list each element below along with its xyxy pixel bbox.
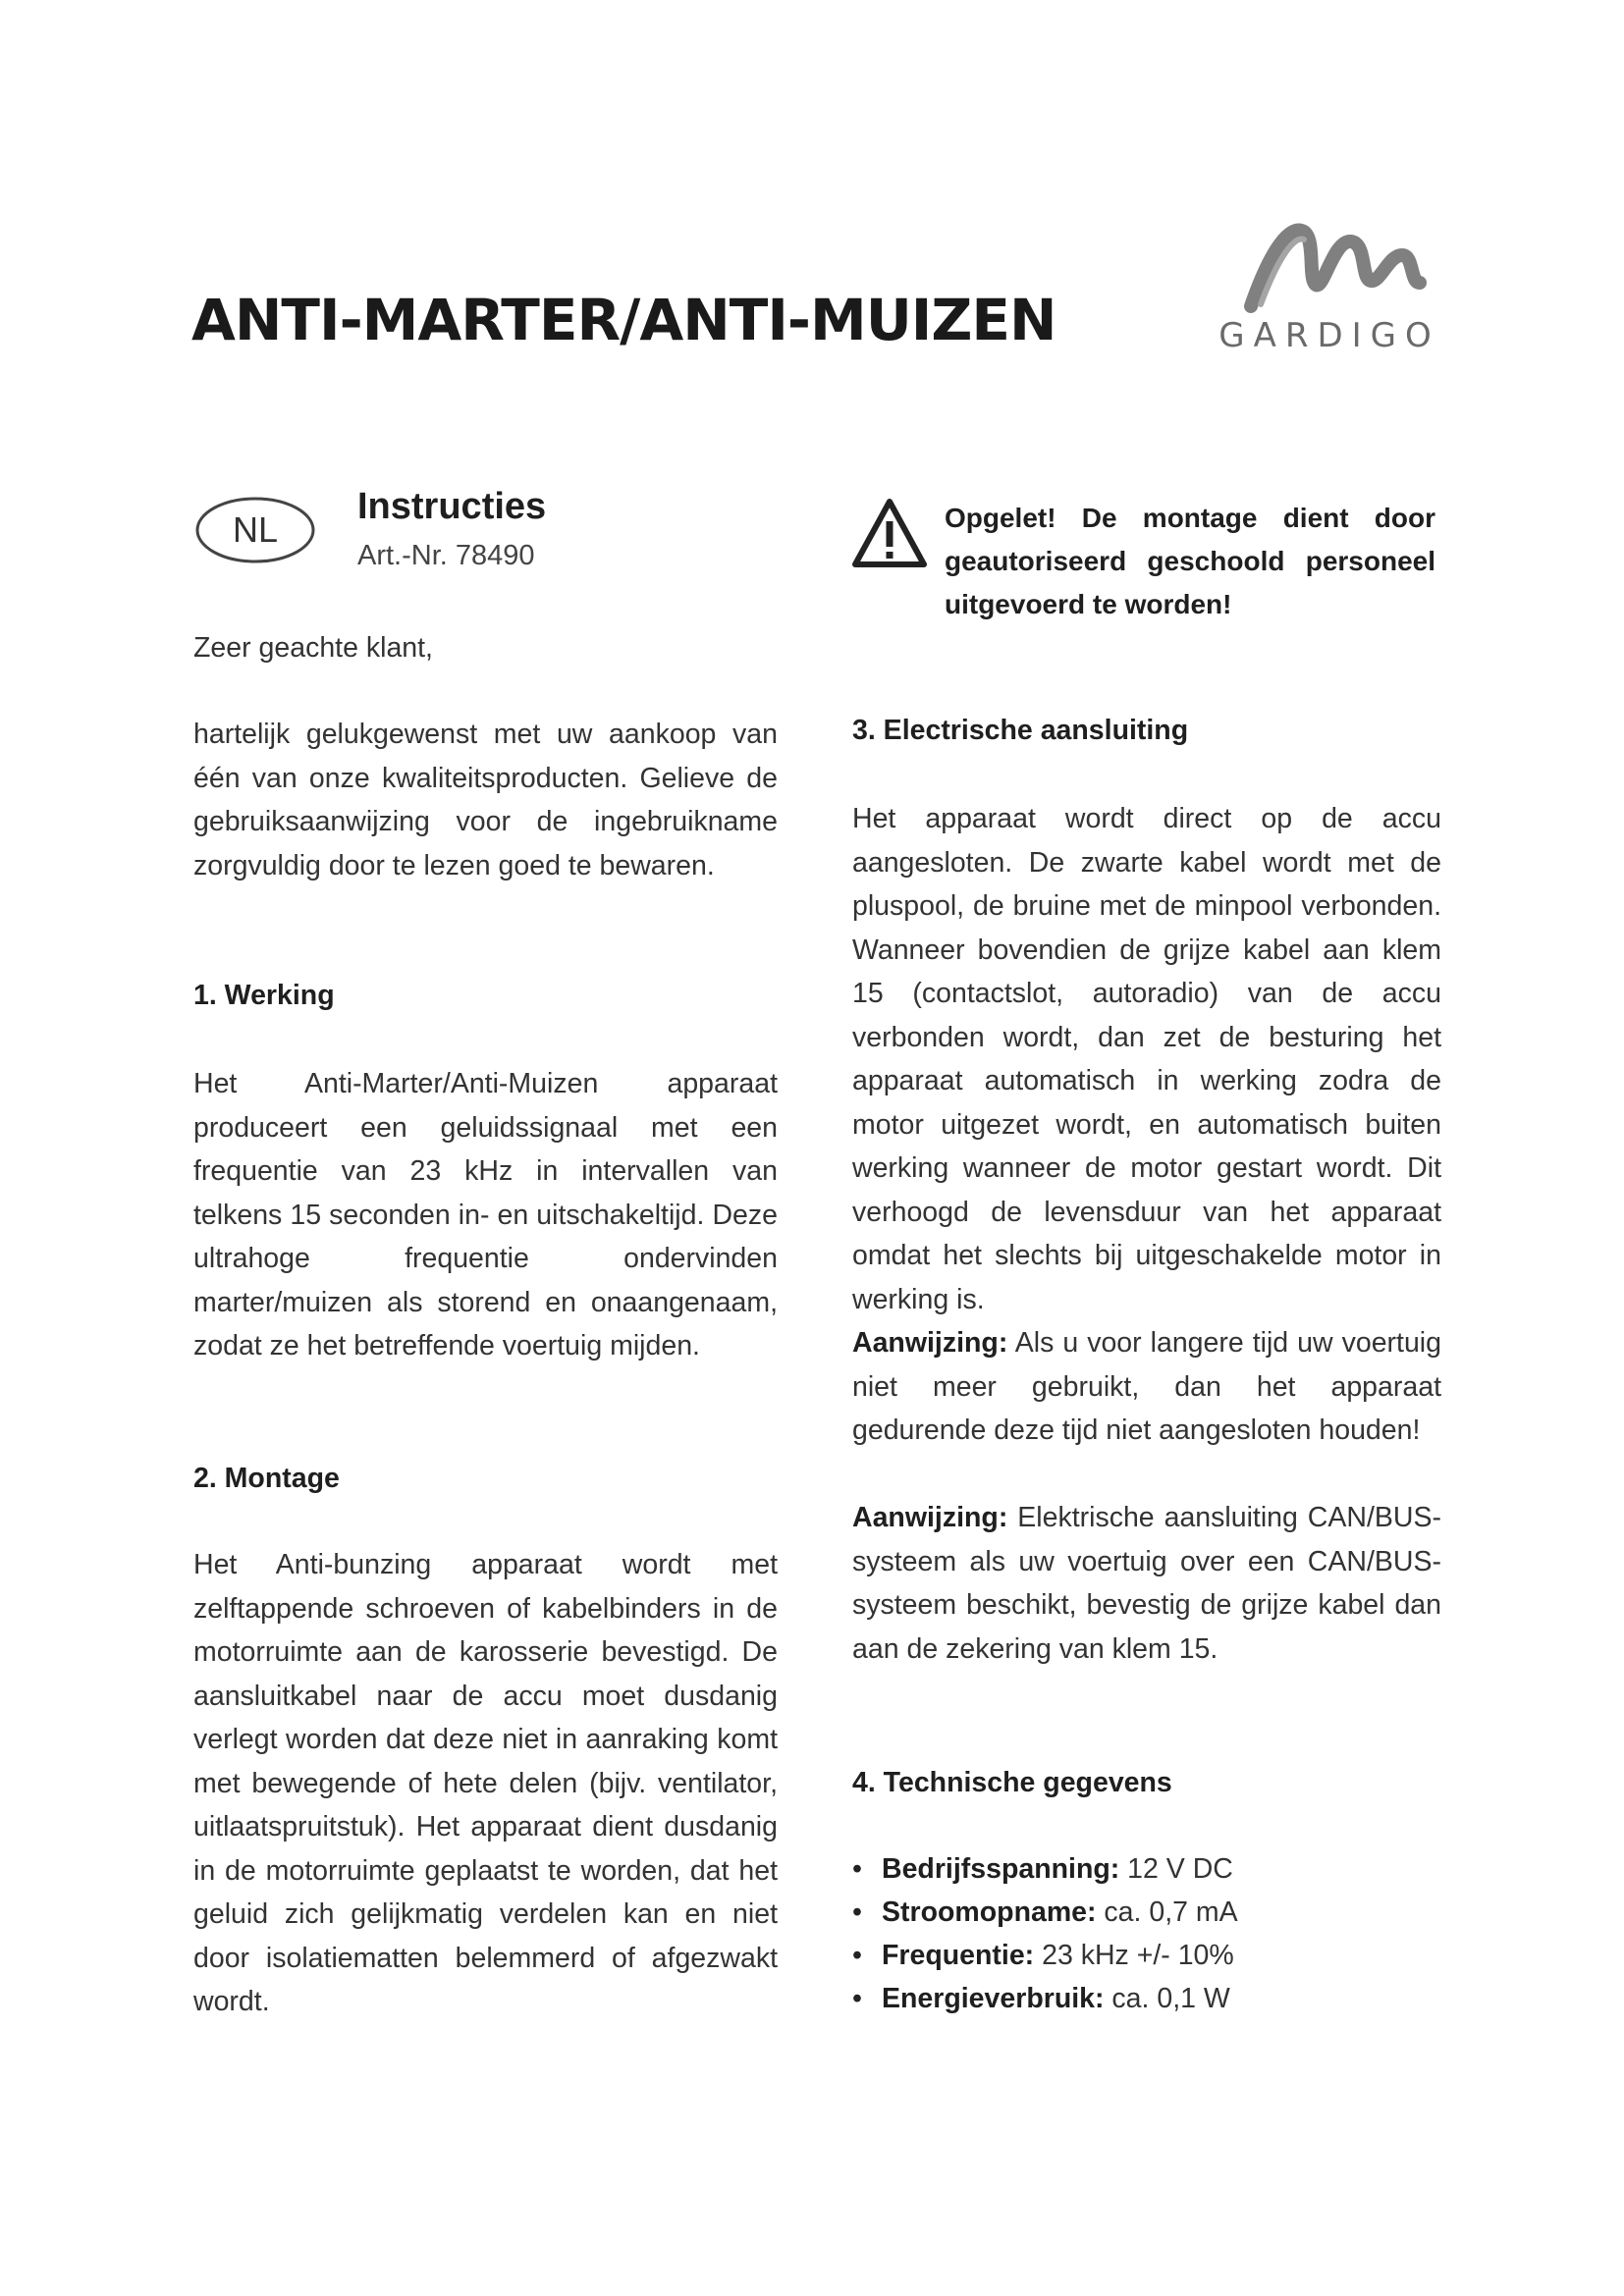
aansluiting-paragraph: Het apparaat wordt direct op de accu aangesloten. De zwarte kabel wordt met de pluspool, de bruine met de minpool verbonden. Wanneer bovendien de grijze kabel aan klem 15 (contactslot, autoradio) van de accu verbonden wordt, dan zet de besturing het apparaat automatisch in werking zodra de motor uitgezet wordt, en automatisch buiten werking wanneer de motor gestart wordt. Dit verhoogd de levensduur van het apparaat omdat het slechts bij uitgeschakelde motor in werking is. xyxy=(852,803,1441,1315)
spec-list xyxy=(852,1847,1441,2020)
note-label: Aanwijzing: xyxy=(852,1327,1008,1359)
language-code: NL xyxy=(232,509,279,550)
section-heading-aansluiting: 3. Electrische aansluiting xyxy=(852,715,1189,746)
note-text: Elektrische aansluiting CAN/BUS-systeem als uw voertuig over een CAN/BUS-systeem beschikt, bevestig de grijze kabel dan aan de zekering van klem 15. xyxy=(852,1502,1441,1665)
gardigo-logo xyxy=(1214,210,1445,357)
spec-item xyxy=(852,1847,1441,1891)
intro-paragraph: hartelijk gelukgewenst met uw aankoop van één van onze kwaliteitsproducten. Gelieve de gebruiksaanwijzing voor de ingebruikname zorgvuldig door te lezen goed te bewaren. xyxy=(193,719,778,881)
language-badge xyxy=(194,496,316,564)
warning-text: Opgelet! De montage dient door geautoriseerd geschoold personeel uitgevoerd te worden! xyxy=(945,503,1435,619)
note-aansluiting-2 xyxy=(852,1496,1441,1671)
section-heading-techniek: 4. Technische gegevens xyxy=(852,1767,1172,1798)
logo-wordmark: GARDIGO xyxy=(1218,316,1440,355)
spec-label: Frequentie: xyxy=(882,1940,1035,1971)
instructions-title: Instructies xyxy=(357,486,547,527)
article-number: Art.-Nr. 78490 xyxy=(357,540,535,571)
warning-triangle-icon xyxy=(850,496,929,570)
spec-value: ca. 0,7 mA xyxy=(1096,1896,1238,1928)
spec-label: Energieverbruik: xyxy=(882,1983,1105,2014)
gardigo-wave-icon xyxy=(1214,210,1445,318)
section-heading-montage: 2. Montage xyxy=(193,1463,340,1494)
spec-item xyxy=(852,1977,1441,2020)
spec-item xyxy=(852,1891,1441,1934)
note-label: Aanwijzing: xyxy=(852,1502,1008,1533)
page-title: ANTI-MARTER/ANTI-MUIZEN xyxy=(191,287,1056,353)
spec-item xyxy=(852,1934,1441,1977)
werking-paragraph: Het Anti-Marter/Anti-Muizen apparaat produceert een geluidssignaal met een frequentie van 23 kHz in intervallen van telkens 15 seconden in- en uitschakeltijd. Deze ultrahoge frequentie ondervinden marter/muizen als storend en onaangenaam, zodat ze het betreffende voertuig mijden. xyxy=(193,1068,778,1362)
spec-label: Bedrijfsspanning: xyxy=(882,1853,1120,1885)
spec-value: 23 kHz +/- 10% xyxy=(1034,1940,1234,1971)
spec-value: ca. 0,1 W xyxy=(1104,1983,1230,2014)
greeting: Zeer geachte klant, xyxy=(193,632,433,664)
montage-paragraph: Het Anti-bunzing apparaat wordt met zelftappende schroeven of kabelbinders in de motorruimte aan de karosserie bevestigd. De aansluitkabel naar de accu moet dusdanig verlegt worden dat deze niet in aanraking komt met bewegende of hete delen (bijv. ventilator, uitlaatspruitstuk). Het apparaat dient dusdanig in de motorruimte geplaatst te worden, dat het geluid zich gelijkmatig verdelen kan en niet door isolatiematten belemmerd of afgezwakt wordt. xyxy=(193,1549,778,2017)
section-heading-werking: 1. Werking xyxy=(193,980,335,1011)
note-text: Als u voor langere tijd uw voertuig niet meer gebruikt, dan het apparaat gedurende deze tijd niet aangesloten houden! xyxy=(852,1327,1441,1446)
note-aansluiting-1 xyxy=(852,1321,1441,1453)
spec-value: 12 V DC xyxy=(1119,1853,1233,1885)
spec-label: Stroomopname: xyxy=(882,1896,1097,1928)
